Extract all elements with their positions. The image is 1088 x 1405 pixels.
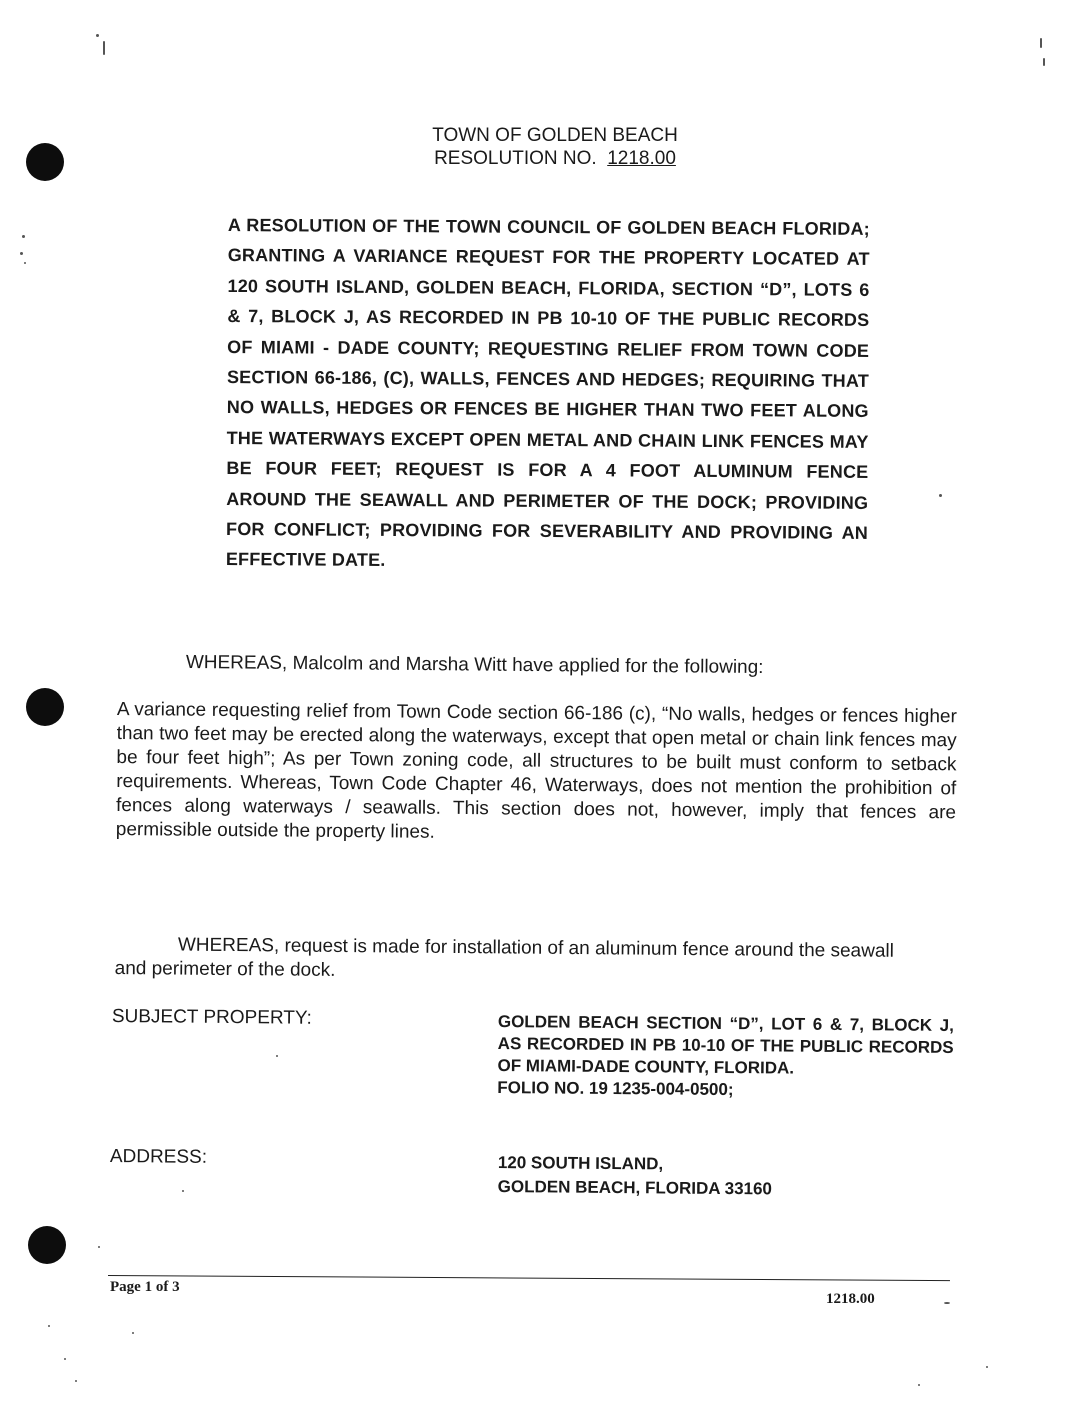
subject-property-block — [497, 1011, 954, 1103]
scan-speck — [1043, 58, 1045, 66]
subject-property-label: SUBJECT PROPERTY: — [111, 1005, 312, 1029]
address-label: ADDRESS: — [109, 1146, 208, 1168]
scan-speck — [939, 494, 942, 497]
scan-speck — [75, 1380, 77, 1382]
heading-resolution — [420, 148, 690, 170]
scan-speck — [98, 1246, 100, 1248]
heading-town — [420, 125, 690, 147]
variance-paragraph: A variance requesting relief from Town Code section 66-186 (c), “No walls, hedges or fences higher than two feet may be erected along the waterways, except that open metal or chain link fences may be four feet high”; As per Town zoning code, all structures to be built must conform to setback requirements. Whereas, Town Code Chapter 46, Waterways, does not mention the prohibition of fences along waterways / seawalls. This section does not, however, imply that fences are permissible outside the property lines. — [115, 698, 957, 843]
whereas-request: WHEREAS, request is made for installation of an aluminum fence around the seawall and perimeter of the dock. — [114, 934, 894, 981]
scan-speck — [182, 1190, 184, 1192]
scan-speck — [96, 34, 99, 37]
scan-speck — [918, 1384, 920, 1386]
page-indicator: Page 1 of 3 — [110, 1279, 180, 1295]
address-line1: 120 SOUTH ISLAND, — [497, 1152, 664, 1174]
scan-speck — [22, 235, 25, 238]
scan-speck — [20, 252, 23, 255]
scan-speck — [986, 1366, 988, 1368]
address-line2: GOLDEN BEACH, FLORIDA 33160 — [497, 1176, 773, 1199]
address-block — [498, 1151, 898, 1202]
punch-hole-bottom — [28, 1226, 66, 1264]
resolution-caption: A RESOLUTION OF THE TOWN COUNCIL OF GOLDEN BEACH FLORIDA; GRANTING A VARIANCE REQUEST FOR THE PROPERTY LOCATED AT 120 SOUTH ISLAND, GOLDEN BEACH, FLORIDA, SECTION “D”, LOTS 6 & 7, BLOCK J, AS RECORDED IN PB 10-10 OF THE PUBLIC RECORDS OF MIAMI - DADE COUNTY; REQUESTING RELIEF FROM TOWN CODE SECTION 66-186, (C), WALLS, FENCES AND HEDGES; REQUIRING THAT NO WALLS, HEDGES OR FENCES BE HIGHER THAN TWO FEET ALONG THE WATERWAYS EXCEPT OPEN METAL AND CHAIN LINK FENCES MAY BE FOUR FEET; REQUEST IS FOR A 4 FOOT ALUMINUM FENCE AROUND THE SEAWALL AND PERIMETER OF THE DOCK; PROVIDING FOR CONFLICT; PROVIDING FOR SEVERABILITY AND PROVIDING AN EFFECTIVE DATE. — [225, 214, 870, 571]
scan-speck — [64, 1358, 66, 1360]
scan-speck — [103, 41, 105, 55]
punch-hole-top — [26, 143, 64, 181]
heading-line1: TOWN OF GOLDEN BEACH — [432, 125, 678, 146]
punch-hole-middle — [26, 688, 64, 726]
folio-number: FOLIO NO. 19 1235-004-0500; — [497, 1077, 734, 1100]
resolution-label: RESOLUTION NO. — [434, 148, 597, 169]
footer-doc-number: 1218.00 — [826, 1291, 875, 1307]
subject-property-description: GOLDEN BEACH SECTION “D”, LOT 6 & 7, BLOCK J, AS RECORDED IN PB 10-10 OF THE PUBLIC RECORDS OF MIAMI-DADE COUNTY, FLORIDA. — [497, 1011, 954, 1078]
scan-speck — [132, 1332, 134, 1334]
scan-speck — [24, 262, 26, 264]
footer-rule — [108, 1275, 950, 1281]
scan-speck — [1040, 38, 1042, 48]
resolution-number: 1218.00 — [607, 148, 676, 169]
whereas-applicants: WHEREAS, Malcolm and Marsha Witt have applied for the following: — [185, 651, 764, 679]
scan-speck — [276, 1055, 278, 1057]
scan-speck — [944, 1302, 950, 1304]
scan-speck — [48, 1325, 50, 1327]
